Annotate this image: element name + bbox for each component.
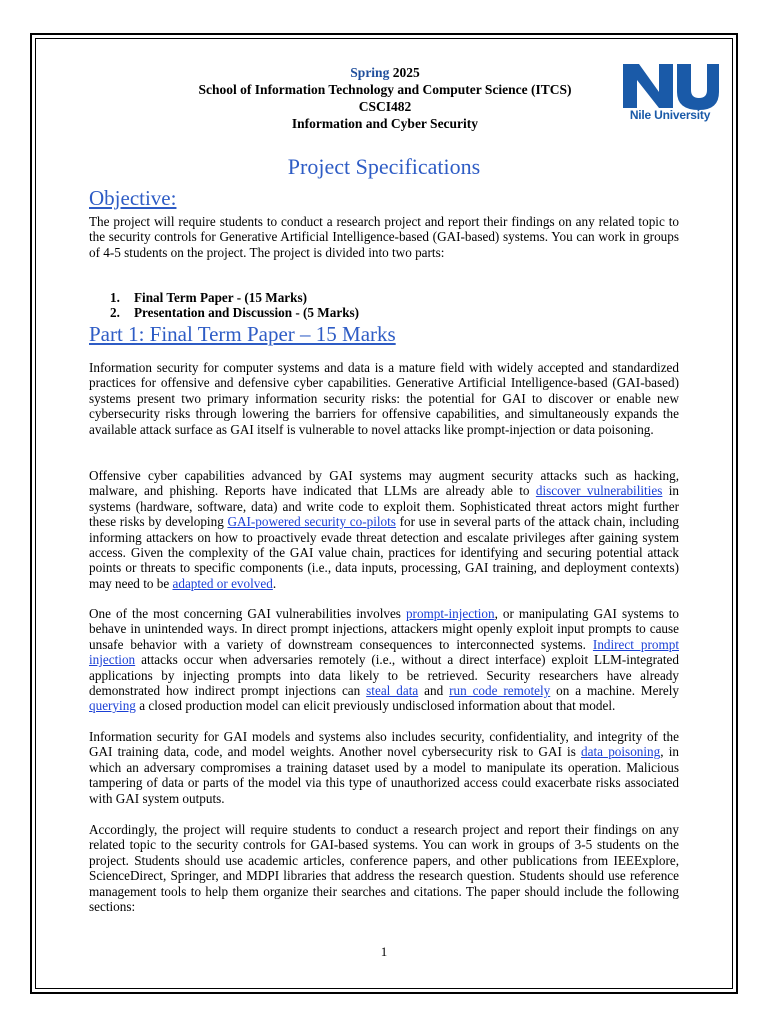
list-item (110, 290, 359, 305)
part1-paragraph-3 (89, 606, 679, 714)
list-item-number: 1. (110, 290, 120, 305)
season: Spring (350, 65, 390, 80)
link-indirect-prompt-injection[interactable]: Indirect prompt injection (89, 636, 679, 668)
text-run: a closed production model can elicit previously undisclosed information about that model. (135, 698, 616, 714)
link-steal-data[interactable]: steal data (366, 683, 419, 699)
logo-text: Nile University (629, 108, 711, 122)
list-item-number: 2. (110, 305, 120, 321)
part1-paragraph-2 (89, 468, 679, 591)
part1-heading: Part 1: Final Term Paper – 15 Marks (89, 322, 396, 346)
link-gai-security-copilots[interactable]: GAI-powered security co-pilots (227, 514, 396, 530)
text-run: Offensive cyber capabilities advanced by GAI systems may augment security attacks such as hacking, malware, and phishing. Reports have indicated that LLMs are already able to (89, 468, 679, 499)
list-item-label: Final Term Paper - (15 Marks) (134, 290, 308, 305)
year: 2025 (392, 65, 420, 80)
document-title: Project Specifications (287, 154, 481, 179)
school-name: School of Information Technology and Computer Science (ITCS) (198, 82, 572, 97)
text-run: on a machine. Merely (550, 683, 679, 699)
part1-paragraph-5: Accordingly, the project will require students to conduct a research project and report their findings on any related topic to the security controls for GAI-based systems. You can work in groups of 3-5 students on the project. Students should use academic articles, conference papers, and other publications from IEEExplore, ScienceDirect, Springer, and MDPI libraries that address the research question. Students should use reference management tools to help them organize their searches and citations. The paper should include the following sections: (89, 822, 679, 915)
list-item (110, 305, 359, 320)
semester-line (150, 64, 620, 81)
text-run: . (272, 575, 277, 591)
text-run: attacks occur when adversaries remotely (i.e., without a direct interface) exploit LLM-integrated applications by injecting prompts into data likely to be retrieved. Security researchers have already demonstrated how indirect prompt injections can (89, 652, 679, 699)
text-run: , or manipulating GAI systems to behave in unintended ways. In direct prompt injections, attackers might openly exploit input prompts to cause unsafe behavior with a variety of downstream consequences to interconnected systems. (89, 606, 679, 652)
part1-paragraph-4 (89, 729, 679, 806)
objective-heading: Objective: (89, 186, 177, 210)
link-run-code-remotely[interactable]: run code remotely (449, 683, 551, 699)
document-header (150, 64, 620, 132)
link-querying[interactable]: querying (89, 698, 136, 714)
part1-paragraph-1: Information security for computer systems and data is a mature field with widely accepted and standardized practices for offensive and defensive cyber capabilities. Generative Artificial Intelligence-based (GAI-based) systems present two primary information security risks: the potential for GAI to discover or enable new cybersecurity risks through lowering the barriers for offensive capabilities, and simultaneously expands the available attack surface as GAI itself is vulnerable to novel attacks like prompt-injection or data poisoning. (89, 360, 679, 437)
text-run: Information security for GAI models and systems also includes security, confidentiality, and integrity of the GAI training data, code, and model weights. Another novel cybersecurity risk to GAI is (89, 729, 679, 760)
link-data-poisoning[interactable]: data poisoning (581, 744, 661, 760)
link-adapted-or-evolved[interactable]: adapted or evolved (172, 575, 273, 591)
text-run: in systems (hardware, software, data) and write code to exploit them. Sophisticated threat actors might further these risks by developing (89, 483, 679, 530)
objective-paragraph: The project will require students to conduct a research project and report their findings on any related topic to the security controls for Generative Artificial Intelligence-based (GAI-based) systems. You can work in groups of 4-5 students on the project. The project is divided into two parts: (89, 214, 679, 260)
link-prompt-injection[interactable]: prompt-injection (405, 606, 495, 621)
text-run: One of the most concerning GAI vulnerabilities involves (89, 606, 406, 621)
parts-list (110, 290, 359, 321)
course-code: CSCI482 (358, 99, 412, 114)
link-discover-vulnerabilities[interactable]: discover vulnerabilities (535, 483, 663, 499)
list-item-label: Presentation and Discussion - (5 Marks) (134, 305, 360, 321)
text-run: and (418, 683, 450, 699)
text-run: for use in several parts of the attack chain, including informing attackers on how to proactively evade threat detection and escalate privileges after gaining system access. Given the complexity of the GAI value chain, practices for identifying and securing potential attack points or threats to specific components (i.e., data inputs, processing, GAI training, and deployment contexts) may need to be (89, 514, 679, 591)
course-name: Information and Cyber Security (291, 116, 479, 131)
page-number: 1 (380, 944, 388, 959)
text-run: , in which an adversary compromises a training dataset used by a model to manipulate its operation. Malicious tampering of data or parts of the model via this type of unauthorized access could exacerbate risks associated with GAI system outputs. (89, 744, 679, 806)
